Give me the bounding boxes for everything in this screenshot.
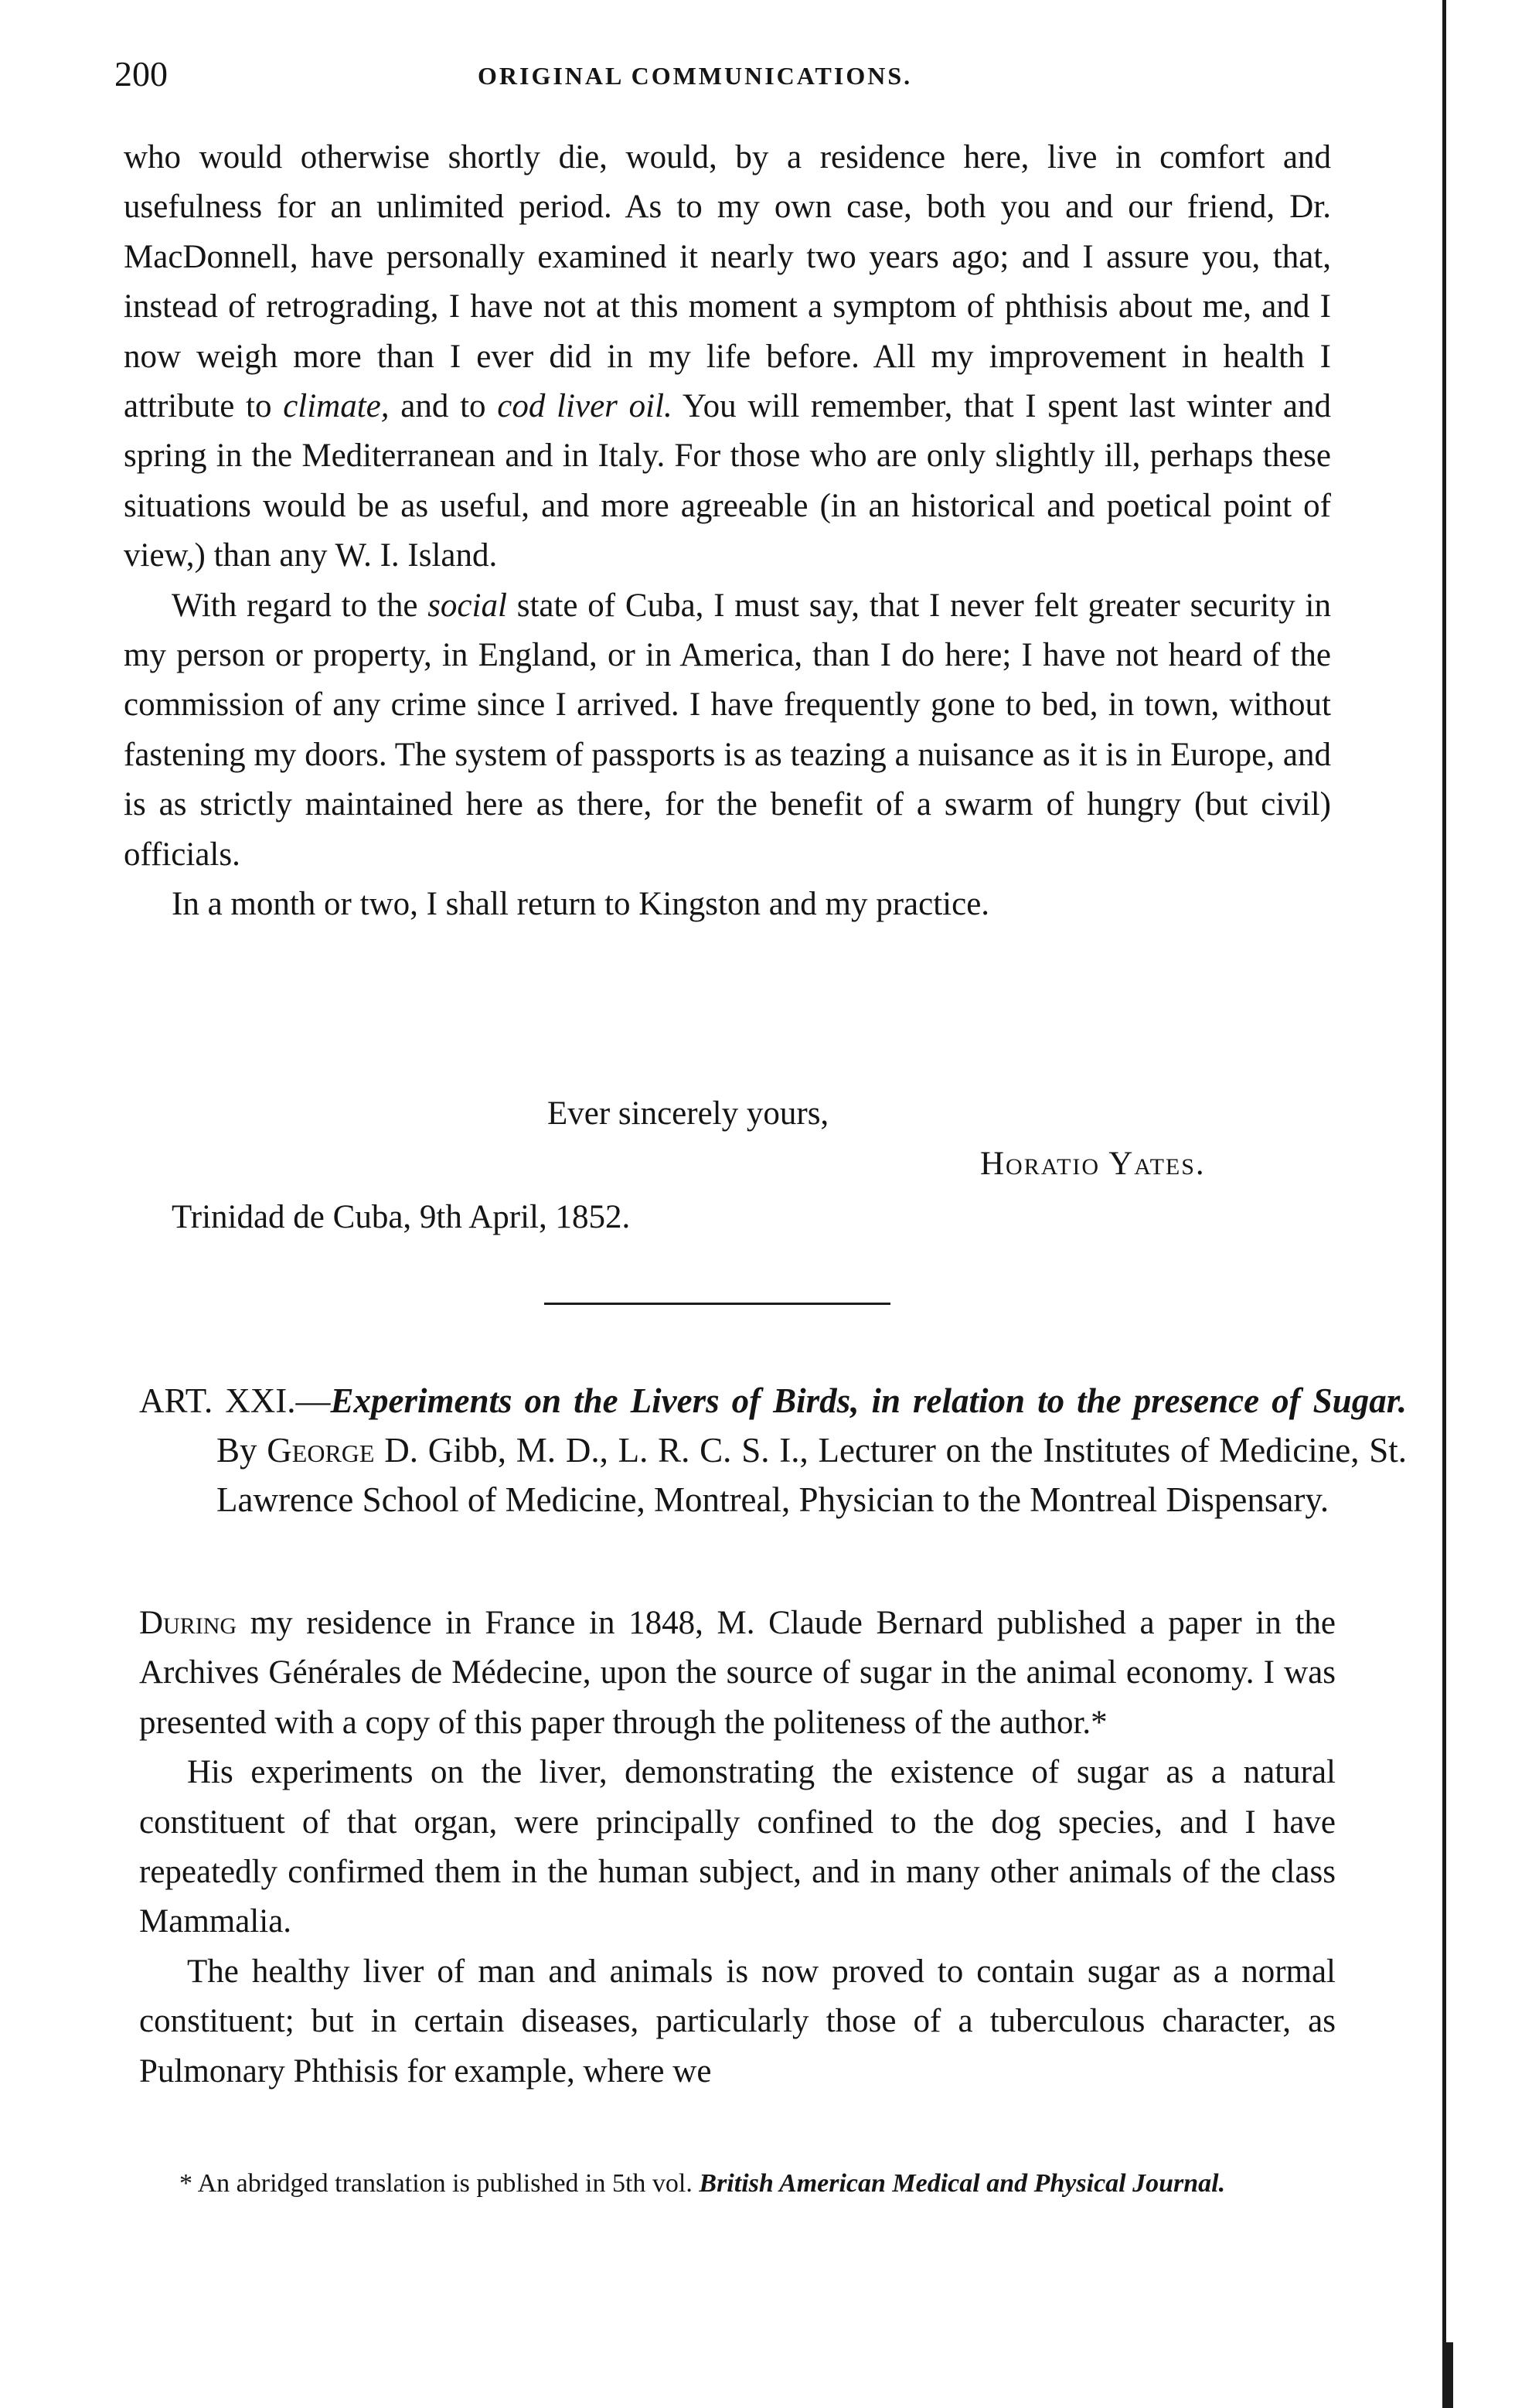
article-paragraph-3: The healthy liver of man and animals is now proved to contain sugar as a normal constituent; but in certain diseases, particularly those of a tuberculous character, as Pulmonary Phthisis for example, where we xyxy=(139,1953,1336,2090)
drop-word: During xyxy=(139,1605,237,1641)
letter-paragraph-1: who would otherwise shortly die, would, by a residence here, live in comfort and usefulness for an unlimited period. As to my own case, both you and our friend, Dr. MacDonnell, have personally examined it nearly two years ago; and I assure you, that, instead of retrograding, I have not at this moment a symptom of phthisis about me, and I now weigh more than I ever did in my life before. All my improvement in health I attribute to climate, and to cod liver oil. You will remember, that I spent last winter and spring in the Mediterranean and in Italy. For those who are only slightly ill, perhaps these situations would be as useful, and more agreeable (in an historical and poetical point of view,) than any W. I. Island. xyxy=(124,139,1331,574)
page-number: 200 xyxy=(114,54,168,94)
letter-closing: Ever sincerely yours, xyxy=(547,1095,829,1132)
letter-paragraph-3: In a month or two, I shall return to Kingston and my practice. xyxy=(172,886,990,923)
section-separator xyxy=(544,1303,890,1305)
footnote-journal: British American Medical and Physical Journal. xyxy=(699,2169,1226,2198)
footnote xyxy=(139,2164,1337,2202)
emphasis-social: social xyxy=(427,587,507,624)
article-number: ART. XXI.— xyxy=(139,1381,331,1420)
page-header xyxy=(114,51,1331,97)
letter-place-date: Trinidad de Cuba, 9th April, 1852. xyxy=(172,1199,631,1235)
page-edge-rule xyxy=(1442,0,1446,2408)
letter-signature: Horatio Yates. xyxy=(980,1146,1206,1182)
letter-body xyxy=(124,133,1331,930)
letter-paragraph-2: With regard to the social state of Cuba, I must say, that I never felt greater security in my person or property, in England, or in America, than I do here; I have not heard of the commission of any crime since I arrived. I have frequently gone to bed, in town, without fastening my doors. The system of passports is as teazing a nuisance as it is in Europe, and is as strictly maintained here as there, for the benefit of a swarm of hungry (but civil) officials. xyxy=(124,587,1332,873)
author-name: George xyxy=(267,1431,375,1470)
article-paragraph-1: During my residence in France in 1848, M. Claude Bernard published a paper in the Archives Générales de Médecine, upon the source of sugar in the animal economy. I was presented with a copy of this paper through the politeness of the author.* xyxy=(139,1605,1336,1741)
article-heading: ART. XXI.—Experiments on the Livers of Birds, in relation to the presence of Sugar. By George D. Gibb, M. D., L. R. C. S. I., Lecturer on the Institutes of Medicine, St. Lawrence School of Medicine, Montreal, Physician to the Montreal Dispensary. xyxy=(139,1381,1407,1519)
emphasis-climate: climate, xyxy=(283,388,390,425)
author-credentials: D. Gibb, M. D., L. R. C. S. I., Lecturer on the Institutes of Medicine, St. Lawrence School of Medicine, Montreal, Physician to the Montreal Dispensary. xyxy=(216,1431,1407,1519)
running-head: ORIGINAL COMMUNICATIONS. xyxy=(478,62,913,90)
article-paragraph-2: His experiments on the liver, demonstrating the existence of sugar as a natural constituent of that organ, were principally confined to the dog species, and I have repeatedly confirmed them in the human subject, and in many other animals of the class Mammalia. xyxy=(139,1754,1336,1940)
page-edge-foot xyxy=(1446,2342,1453,2408)
article-body xyxy=(139,1599,1336,2096)
emphasis-cod-liver-oil: cod liver oil. xyxy=(497,388,672,425)
footnote-text: * An abridged translation is published in 5th vol. xyxy=(179,2169,700,2198)
article-title: Experiments on the Livers of Birds, in relation to the presence of Sugar. xyxy=(330,1381,1407,1420)
